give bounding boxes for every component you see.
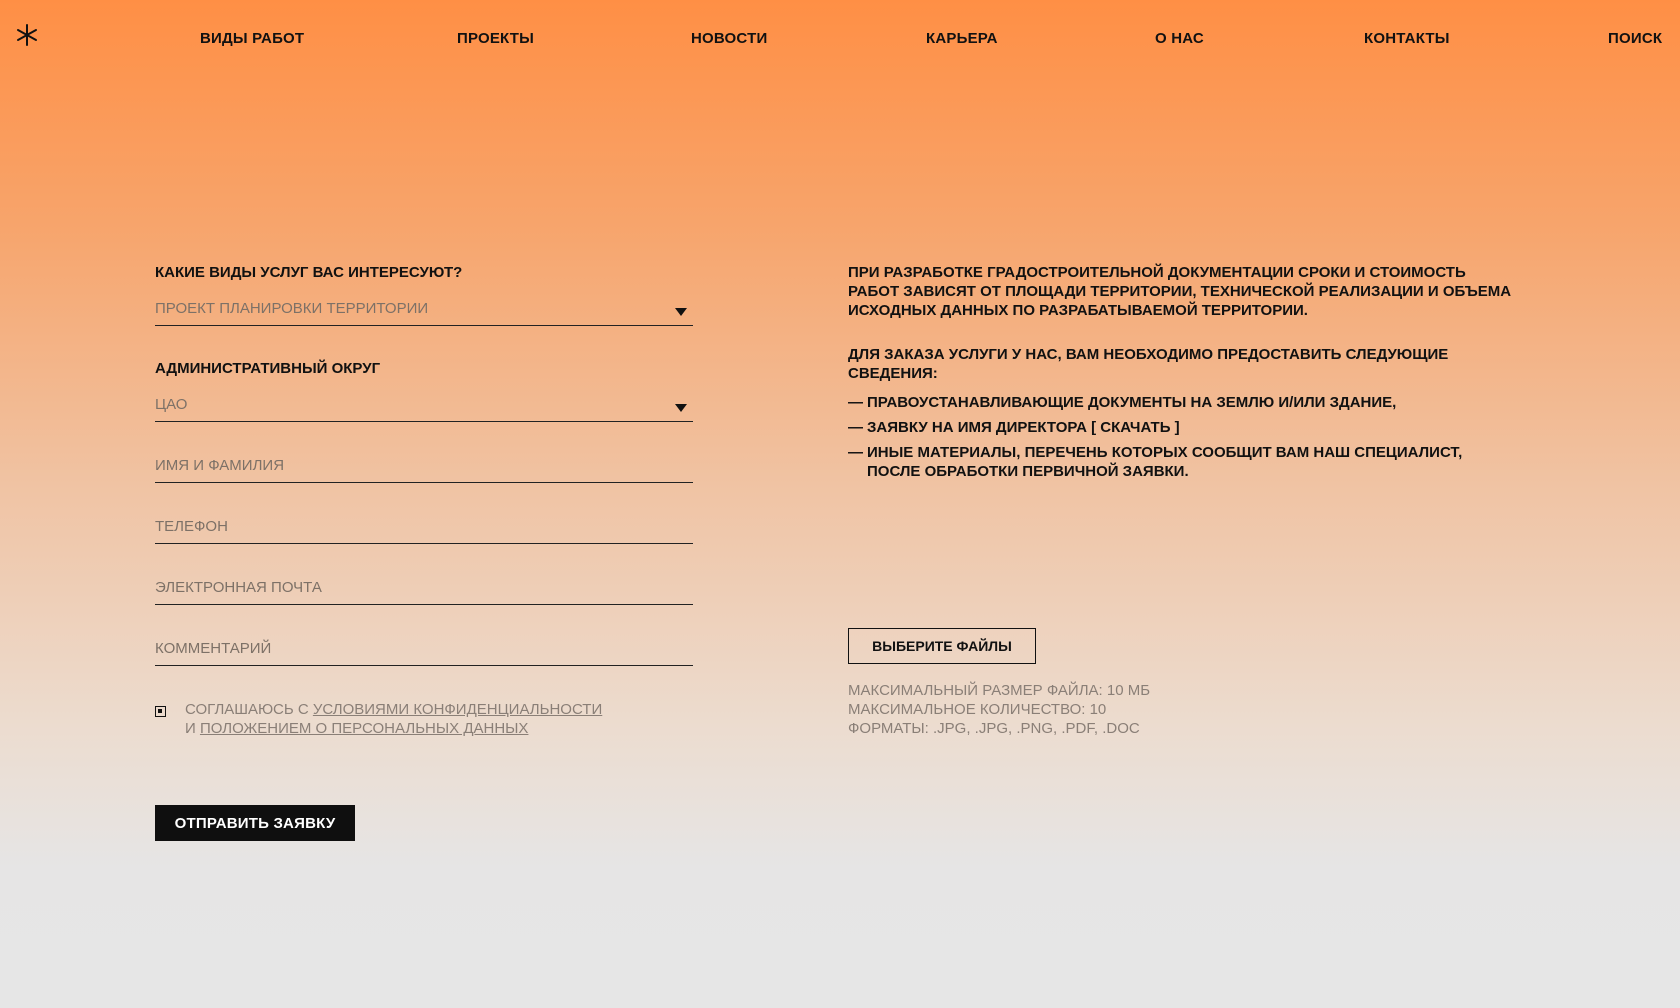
requirement-text: ПРАВОУСТАНАВЛИВАЮЩИЕ ДОКУМЕНТЫ НА ЗЕМЛЮ И/ИЛИ ЗДАНИЕ, [867, 394, 1397, 411]
max-file-size: МАКСИМАЛЬНЫЙ РАЗМЕР ФАЙЛА: 10 МБ [848, 682, 1151, 699]
info-line: СВЕДЕНИЯ: [848, 365, 938, 382]
phone-field[interactable] [155, 507, 693, 544]
email-placeholder: ЭЛЕКТРОННАЯ ПОЧТА [155, 579, 322, 596]
nav-item-projects[interactable]: ПРОЕКТЫ [457, 30, 535, 47]
chevron-down-icon[interactable] [675, 308, 687, 316]
personal-data-policy-link[interactable]: ПОЛОЖЕНИЕМ О ПЕРСОНАЛЬНЫХ ДАННЫХ [199, 720, 529, 737]
requirement-item [848, 443, 1462, 481]
chevron-down-icon[interactable] [675, 404, 687, 412]
requirement-item [848, 418, 1180, 437]
nav-item-career[interactable]: КАРЬЕРА [926, 30, 998, 47]
consent-and: И [185, 720, 200, 737]
nav-item-search[interactable]: ПОИСК [1608, 30, 1663, 47]
district-label: АДМИНИСТРАТИВНЫЙ ОКРУГ [155, 360, 381, 377]
choose-files-button[interactable]: ВЫБЕРИТЕ ФАЙЛЫ [848, 628, 1036, 664]
email-field[interactable] [155, 568, 693, 605]
requirement-text: ИНЫЕ МАТЕРИАЛЫ, ПЕРЕЧЕНЬ КОТОРЫХ СООБЩИТ ВАМ НАШ СПЕЦИАЛИСТ, [867, 444, 1463, 461]
info-line: ИСХОДНЫХ ДАННЫХ ПО РАЗРАБАТЫВАЕМОЙ ТЕРРИТОРИИ. [848, 302, 1308, 319]
name-field[interactable] [155, 446, 693, 483]
file-requirements [848, 681, 1150, 738]
services-label: КАКИЕ ВИДЫ УСЛУГ ВАС ИНТЕРЕСУЮТ? [155, 264, 463, 281]
file-formats: ФОРМАТЫ: .JPG, .JPG, .PNG, .PDF, .DOC [848, 720, 1140, 737]
requirement-text: ПОСЛЕ ОБРАБОТКИ ПЕРВИЧНОЙ ЗАЯВКИ. [867, 463, 1189, 480]
phone-placeholder: ТЕЛЕФОН [155, 518, 228, 535]
info-line: РАБОТ ЗАВИСЯТ ОТ ПЛОЩАДИ ТЕРРИТОРИИ, ТЕХНИЧЕСКОЙ РЕАЛИЗАЦИИ И ОБЪЕМА [848, 283, 1512, 300]
dash: — [848, 444, 863, 461]
consent-text [185, 700, 602, 738]
nav-item-about[interactable]: О НАС [1155, 30, 1204, 47]
max-file-count: МАКСИМАЛЬНОЕ КОЛИЧЕСТВО: 10 [848, 701, 1107, 718]
nav-item-work-types[interactable]: ВИДЫ РАБОТ [200, 30, 305, 47]
services-select[interactable] [155, 289, 693, 326]
asterisk-icon[interactable] [16, 24, 38, 46]
info-paragraph-1 [848, 263, 1511, 320]
privacy-terms-link[interactable]: УСЛОВИЯМИ КОНФИДЕНЦИАЛЬНОСТИ [312, 701, 603, 718]
district-select[interactable] [155, 385, 693, 422]
info-line: ПРИ РАЗРАБОТКЕ ГРАДОСТРОИТЕЛЬНОЙ ДОКУМЕНТАЦИИ СРОКИ И СТОИМОСТЬ [848, 264, 1466, 281]
comment-field[interactable] [155, 629, 693, 666]
services-select-value: ПРОЕКТ ПЛАНИРОВКИ ТЕРРИТОРИИ [155, 300, 429, 317]
top-navigation [0, 0, 1680, 80]
requirement-item [848, 393, 1396, 412]
consent-checkbox[interactable] [155, 706, 166, 717]
info-line: ДЛЯ ЗАКАЗА УСЛУГИ У НАС, ВАМ НЕОБХОДИМО ПРЕДОСТАВИТЬ СЛЕДУЮЩИЕ [848, 346, 1449, 363]
comment-placeholder: КОММЕНТАРИЙ [155, 640, 272, 657]
dash: — [848, 419, 863, 436]
consent-prefix: СОГЛАШАЮСЬ С [185, 701, 313, 718]
nav-item-contacts[interactable]: КОНТАКТЫ [1364, 30, 1450, 47]
name-placeholder: ИМЯ И ФАМИЛИЯ [155, 457, 285, 474]
director-application-download-link[interactable]: ЗАЯВКУ НА ИМЯ ДИРЕКТОРА [ СКАЧАТЬ ] [867, 419, 1180, 436]
submit-request-button[interactable]: ОТПРАВИТЬ ЗАЯВКУ [155, 805, 355, 841]
nav-item-news[interactable]: НОВОСТИ [691, 30, 768, 47]
district-select-value: ЦАО [155, 396, 188, 413]
info-paragraph-2 [848, 345, 1448, 383]
dash: — [848, 394, 863, 411]
